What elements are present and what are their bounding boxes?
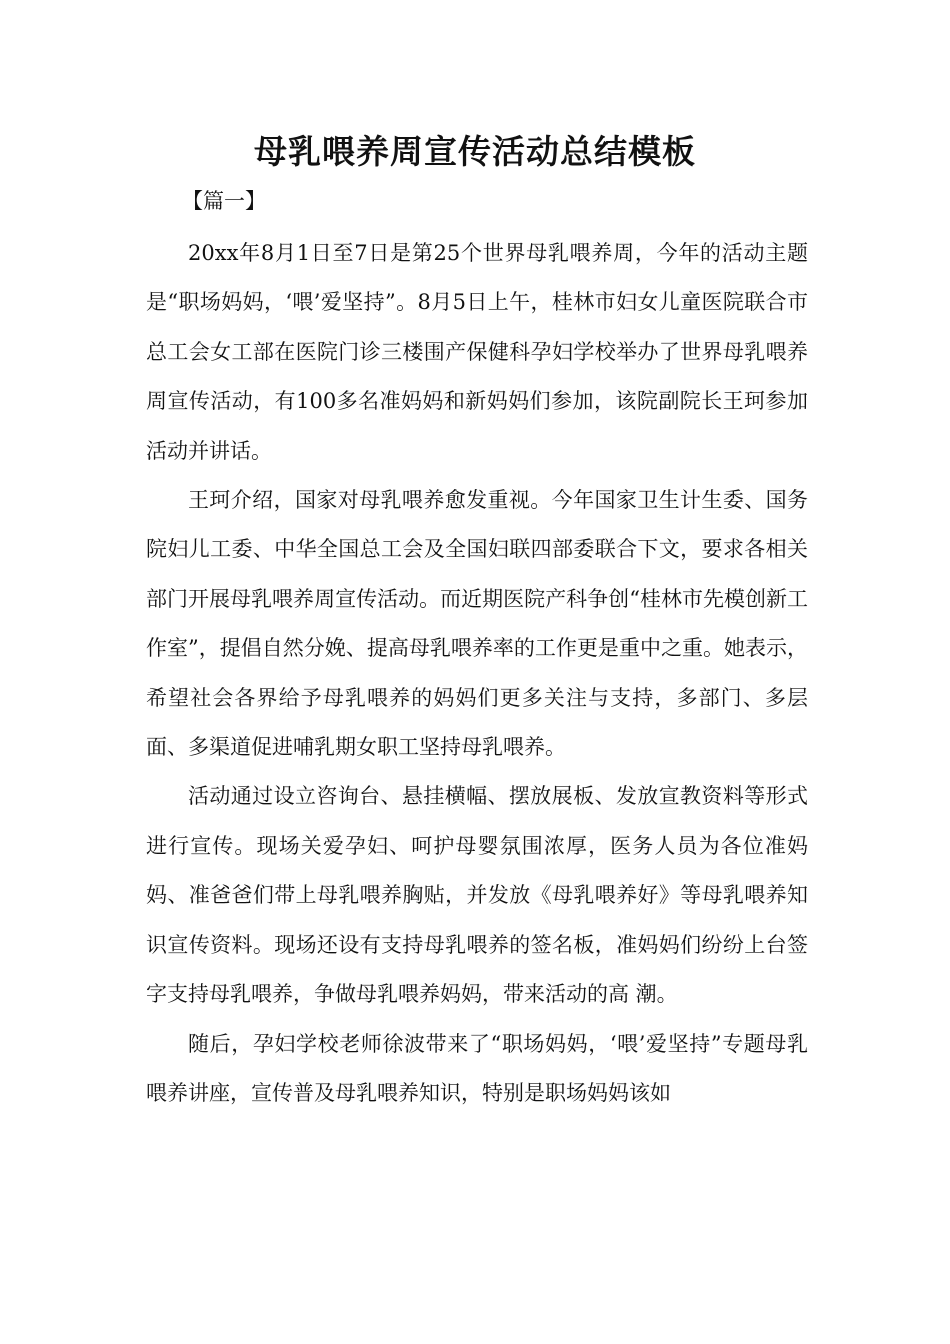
paragraph: 20xx年8月1日至7日是第25个世界母乳喂养周，今年的活动主题是“职场妈妈，‘喂’爱坚持”。8月5日上午，桂林市妇女儿童医院联合市总工会女工部在医院门诊三楼围产保健科孕妇学校举办了世界母乳喂养周宣传活动，有100多名准妈妈和新妈妈们参加，该院副院长王珂参加活动并讲话。 — [146, 241, 808, 463]
paragraph: 随后，孕妇学校老师徐波带来了“职场妈妈，‘喂’爱坚持”专题母乳喂养讲座，宣传普及母乳喂养知识，特别是职场妈妈该如 — [146, 1031, 808, 1105]
document-title: 母乳喂养周宣传活动总结模板 — [254, 132, 696, 171]
paragraph: 王珂介绍，国家对母乳喂养愈发重视。今年国家卫生计生委、国务院妇儿工委、中华全国总工会及全国妇联四部委联合下文，要求各相关部门开展母乳喂养周宣传活动。而近期医院产科争创“桂林市先模创新工作室”，提倡自然分娩、提高母乳喂养率的工作更是重中之重。她表示，希望社会各界给予母乳喂养的妈妈们更多关注与支持，多部门、多层面、多渠道促进哺乳期女职工坚持母乳喂养。 — [146, 488, 808, 760]
section-label: 【篇一】 — [182, 189, 266, 213]
paragraph: 活动通过设立咨询台、悬挂横幅、摆放展板、发放宣教资料等形式进行宣传。现场关爱孕妇、呵护母婴氛围浓厚，医务人员为各位准妈妈、准爸爸们带上母乳喂养胸贴，并发放《母乳喂养好》等母乳喂养知识宣传资料。现场还设有支持母乳喂养的签名板，准妈妈们纷纷上台签字支持母乳喂养，争做母乳喂养妈妈，带来活动的高 潮。 — [146, 784, 808, 1007]
document-body — [146, 229, 808, 1118]
